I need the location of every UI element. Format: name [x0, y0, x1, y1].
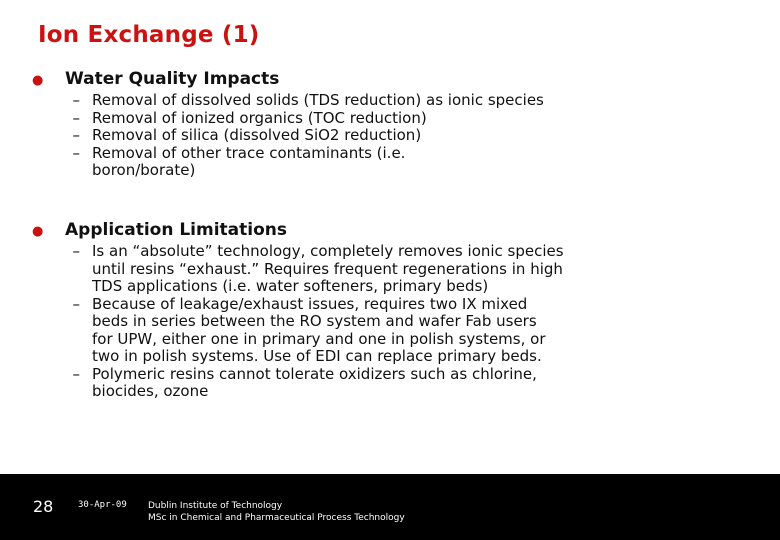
- list-item: [30, 296, 572, 366]
- section-application-limitations: [30, 220, 572, 401]
- sub-item-text: Removal of other trace contaminants (i.e. boron/borate): [92, 143, 406, 179]
- sub-list: [30, 243, 572, 401]
- footer-bar: [0, 474, 780, 540]
- list-item: [30, 127, 572, 145]
- list-item: [30, 243, 572, 296]
- dash-icon: –: [72, 108, 80, 127]
- bullet-heading: Application Limitations: [65, 220, 288, 240]
- dash-icon: –: [72, 126, 80, 144]
- sub-item-text: Removal of ionized organics (TOC reduction): [92, 108, 427, 127]
- list-item: [30, 110, 572, 128]
- bullet-dot-icon: ●: [32, 224, 44, 239]
- sub-list: [30, 92, 572, 180]
- bullet-heading-row: [30, 69, 572, 89]
- bullet-heading: Water Quality Impacts: [65, 69, 280, 89]
- slide-title: Ion Exchange (1): [38, 22, 260, 48]
- dash-icon: –: [72, 143, 80, 162]
- bullet-heading-row: [30, 220, 572, 240]
- sub-item-text: Is an “absolute” technology, completely removes ionic species until resins “exhaust.” Requires frequent regenerations in high TDS applications (i.e. water softeners, primary beds): [92, 242, 564, 295]
- sub-item-text: Because of leakage/exhaust issues, requires two IX mixed beds in series between the RO system and wafer Fab users for UPW, either one in primary and one in polish systems, or two in polish systems. Use of EDI can replace primary beds.: [92, 294, 546, 365]
- dash-icon: –: [72, 242, 80, 260]
- dash-icon: –: [72, 294, 80, 313]
- footer-org-line2: MSc in Chemical and Pharmaceutical Process Technology: [148, 513, 405, 523]
- page-number: 28: [33, 497, 54, 516]
- sub-item-text: Removal of dissolved solids (TDS reduction) as ionic species: [92, 91, 544, 109]
- dash-icon: –: [72, 91, 80, 109]
- bullet-dot-icon: ●: [32, 73, 44, 88]
- list-item: [30, 145, 572, 180]
- list-item: [30, 92, 572, 110]
- list-item: [30, 366, 572, 401]
- sub-item-text: Removal of silica (dissolved SiO2 reduction): [92, 126, 422, 144]
- sub-item-text: Polymeric resins cannot tolerate oxidizers such as chlorine, biocides, ozone: [92, 364, 537, 400]
- footer-date: 30-Apr-09: [78, 500, 127, 510]
- dash-icon: –: [72, 364, 80, 383]
- footer-organization: [148, 500, 405, 524]
- footer-org-line1: Dublin Institute of Technology: [148, 501, 283, 511]
- section-water-quality: [30, 69, 572, 180]
